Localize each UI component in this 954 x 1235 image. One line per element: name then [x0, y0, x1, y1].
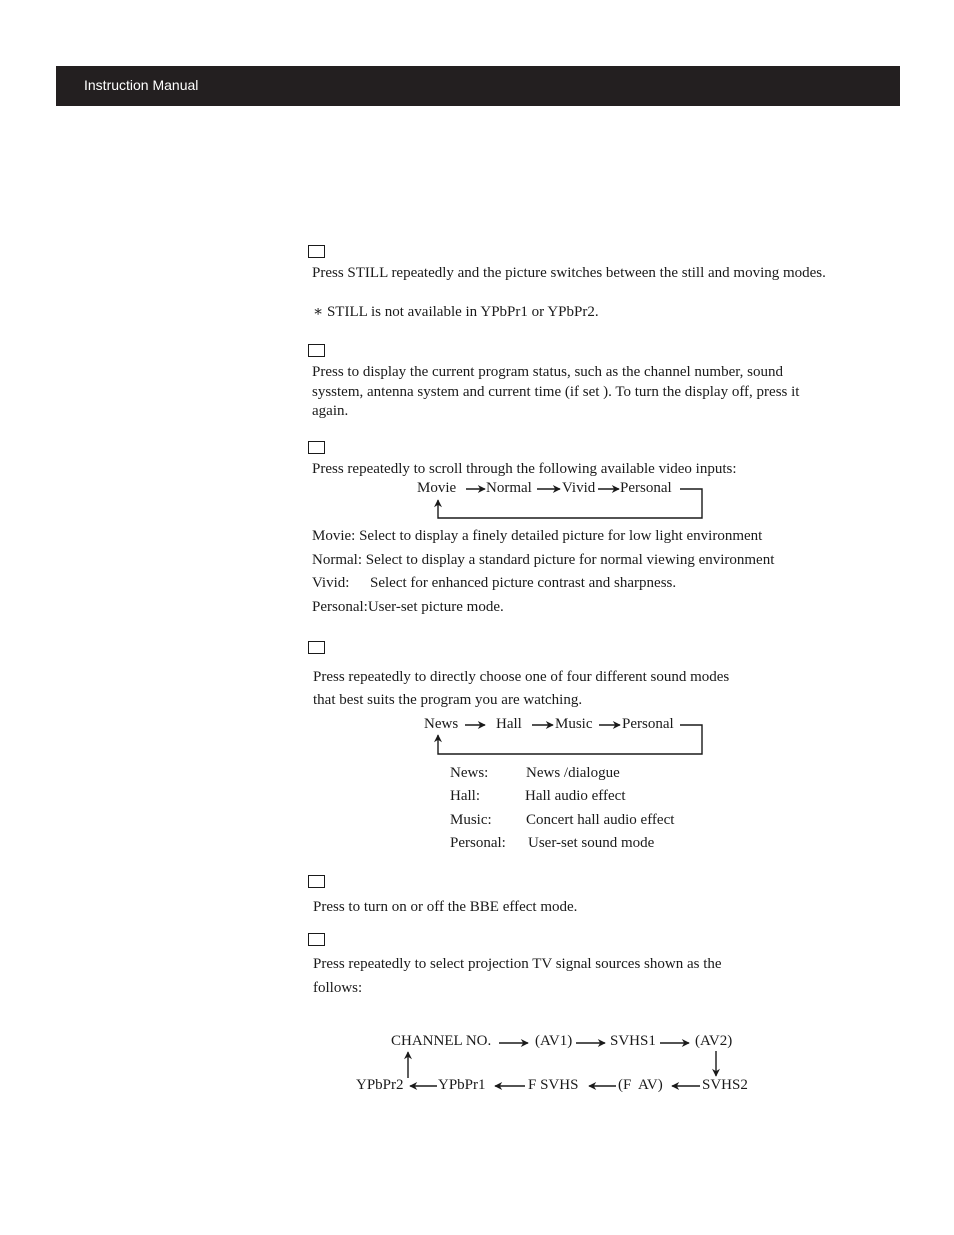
picture-desc-vivid-label: Vivid:	[312, 575, 350, 591]
source-f-av: (F AV)	[618, 1077, 663, 1093]
sound-flow-personal: Personal	[622, 716, 674, 732]
sound-intro-line2: that best suits the program you are watching.	[313, 692, 583, 708]
display-description: Press to display the current program status, such as the channel number, sound sysstem, antenna system and current time (if set ). To turn the display off, press it again.	[312, 364, 800, 419]
picture-desc-personal: Personal:User-set picture mode.	[312, 599, 504, 615]
header-title: Instruction Manual	[84, 77, 199, 93]
display-key-box	[308, 344, 325, 357]
picture-flow-normal: Normal	[486, 480, 532, 496]
picture-intro: Press repeatedly to scroll through the following available video inputs:	[312, 461, 737, 477]
picture-flow-personal: Personal	[620, 480, 672, 496]
source-ypbpr2: YPbPr2	[356, 1077, 404, 1093]
sound-desc-personal-text: User-set sound mode	[528, 835, 655, 851]
sound-desc-personal-label: Personal:	[450, 835, 506, 851]
picture-desc-vivid-text: Select for enhanced picture contrast and sharpness.	[370, 575, 677, 591]
source-svhs2: SVHS2	[702, 1077, 748, 1093]
source-svhs1: SVHS1	[610, 1033, 656, 1049]
picture-flow-movie: Movie	[417, 480, 457, 496]
source-channel-no: CHANNEL NO.	[391, 1033, 492, 1049]
still-key-box	[308, 245, 325, 258]
bbe-key-box	[308, 875, 325, 888]
source-av1: (AV1)	[535, 1033, 573, 1049]
still-note: ∗ STILL is not available in YPbPr1 or YPbPr2.	[313, 304, 599, 320]
sound-desc-news-label: News:	[450, 765, 489, 781]
source-key-box	[308, 933, 325, 946]
sound-desc-news-text: News /dialogue	[526, 765, 620, 781]
source-intro-line1: Press repeatedly to select projection TV signal sources shown as the	[313, 956, 722, 972]
picture-desc-normal: Normal: Select to display a standard picture for normal viewing environment	[312, 552, 775, 568]
source-av2: (AV2)	[695, 1033, 733, 1049]
sound-flow-music: Music	[555, 716, 593, 732]
sound-intro-line1: Press repeatedly to directly choose one of four different sound modes	[313, 669, 730, 685]
sound-key-box	[308, 641, 325, 654]
sound-desc-music-label: Music:	[450, 812, 492, 828]
sound-desc-music-text: Concert hall audio effect	[526, 812, 675, 828]
sound-desc-hall-text: Hall audio effect	[525, 788, 626, 804]
picture-key-box	[308, 441, 325, 454]
still-description: Press STILL repeatedly and the picture switches between the still and moving modes.	[312, 265, 826, 281]
picture-desc-movie: Movie: Select to display a finely detailed picture for low light environment	[312, 528, 763, 544]
sound-flow-hall: Hall	[496, 716, 522, 732]
source-intro-line2: follows:	[313, 980, 363, 996]
picture-flow-vivid: Vivid	[562, 480, 596, 496]
bbe-description: Press to turn on or off the BBE effect mode.	[313, 899, 578, 915]
sound-desc-hall-label: Hall:	[450, 788, 480, 804]
source-f-svhs: F SVHS	[528, 1077, 579, 1093]
source-ypbpr1: YPbPr1	[438, 1077, 486, 1093]
sound-flow-news: News	[424, 716, 459, 732]
